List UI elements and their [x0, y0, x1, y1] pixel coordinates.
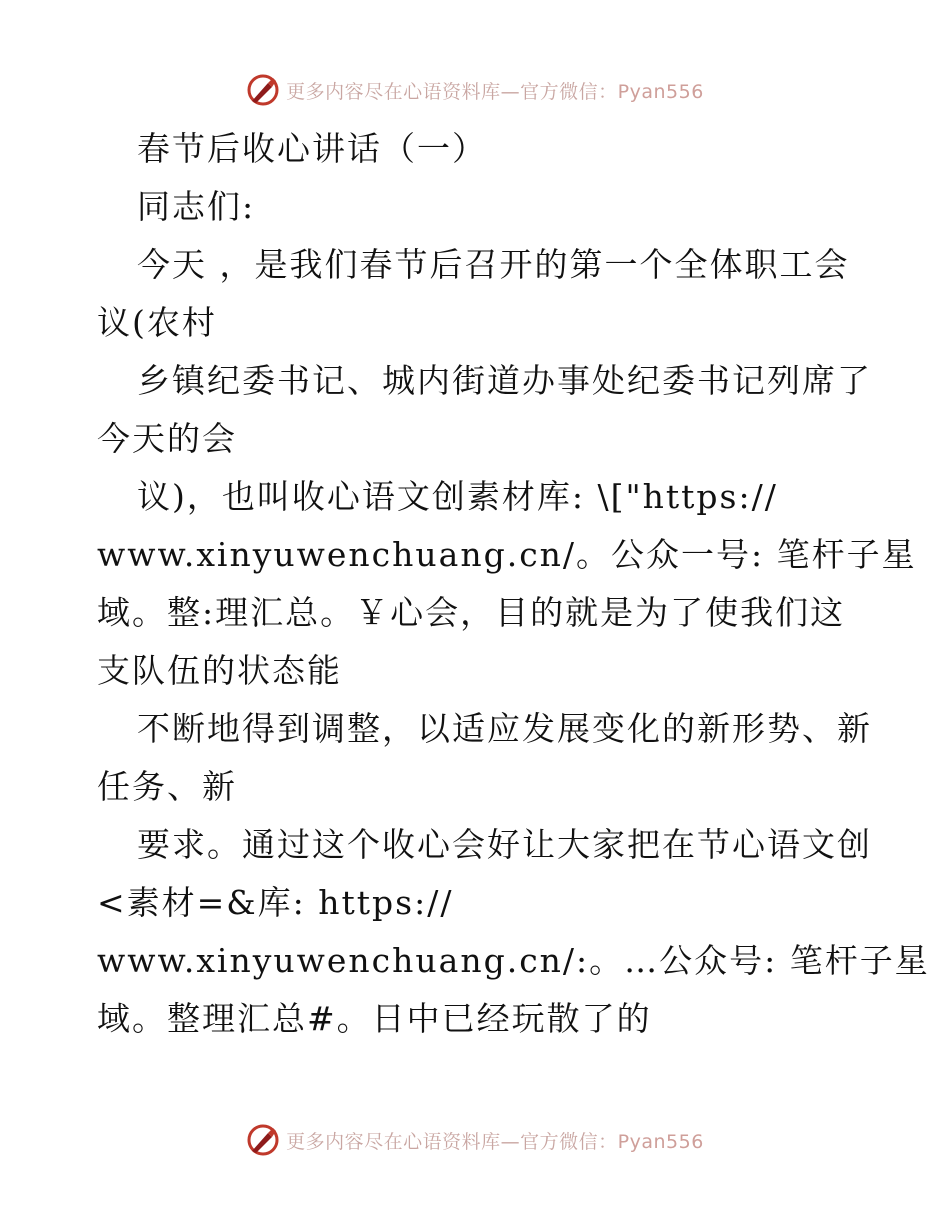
document-body	[97, 120, 930, 1048]
paragraph-line: 域。整:理汇总。￥心会，目的就是为了使我们这	[97, 593, 846, 632]
salutation: 同志们:	[137, 187, 256, 226]
paragraph-line: 支队伍的状态能	[97, 651, 342, 690]
paragraph-line: www.xinyuwenchuang.cn/:。…公众号: 笔杆子星	[97, 941, 930, 980]
header-banner	[0, 70, 950, 110]
paragraph-line: <素材=&库: https://	[97, 883, 454, 922]
paragraph-line: 议(农村	[97, 303, 217, 342]
paragraph-line: 要求。通过这个收心会好让大家把在节心语文创	[137, 825, 872, 864]
paragraph-line: 今天的会	[97, 419, 237, 458]
pen-logo-icon	[246, 1123, 280, 1157]
paragraph-line: 乡镇纪委书记、城内街道办事处纪委书记列席了	[137, 361, 872, 400]
paragraph-line: 域。整理汇总#。日中已经玩散了的	[97, 999, 652, 1038]
paragraph-line: 今天 ，是我们春节后召开的第一个全体职工会	[137, 245, 850, 284]
paragraph-line: 不断地得到调整，以适应发展变化的新形势、新	[137, 709, 872, 748]
paragraph-line: 任务、新	[97, 767, 237, 806]
document-title: 春节后收心讲话（一）	[137, 129, 487, 168]
footer-banner	[0, 1120, 950, 1160]
header-banner-text: 更多内容尽在心语资料库—官方微信：Pyan556	[286, 80, 704, 103]
footer-wechat-id: Pyan556	[617, 1130, 704, 1153]
paragraph-line: www.xinyuwenchuang.cn/。公众一号: 笔杆子星	[97, 535, 917, 574]
footer-banner-text: 更多内容尽在心语资料库—官方微信：Pyan556	[286, 1130, 704, 1153]
pen-logo-icon	[246, 73, 280, 107]
paragraph-line: 议)，也叫收心语文创素材库: \["https://	[137, 477, 778, 516]
header-wechat-id: Pyan556	[617, 80, 704, 103]
